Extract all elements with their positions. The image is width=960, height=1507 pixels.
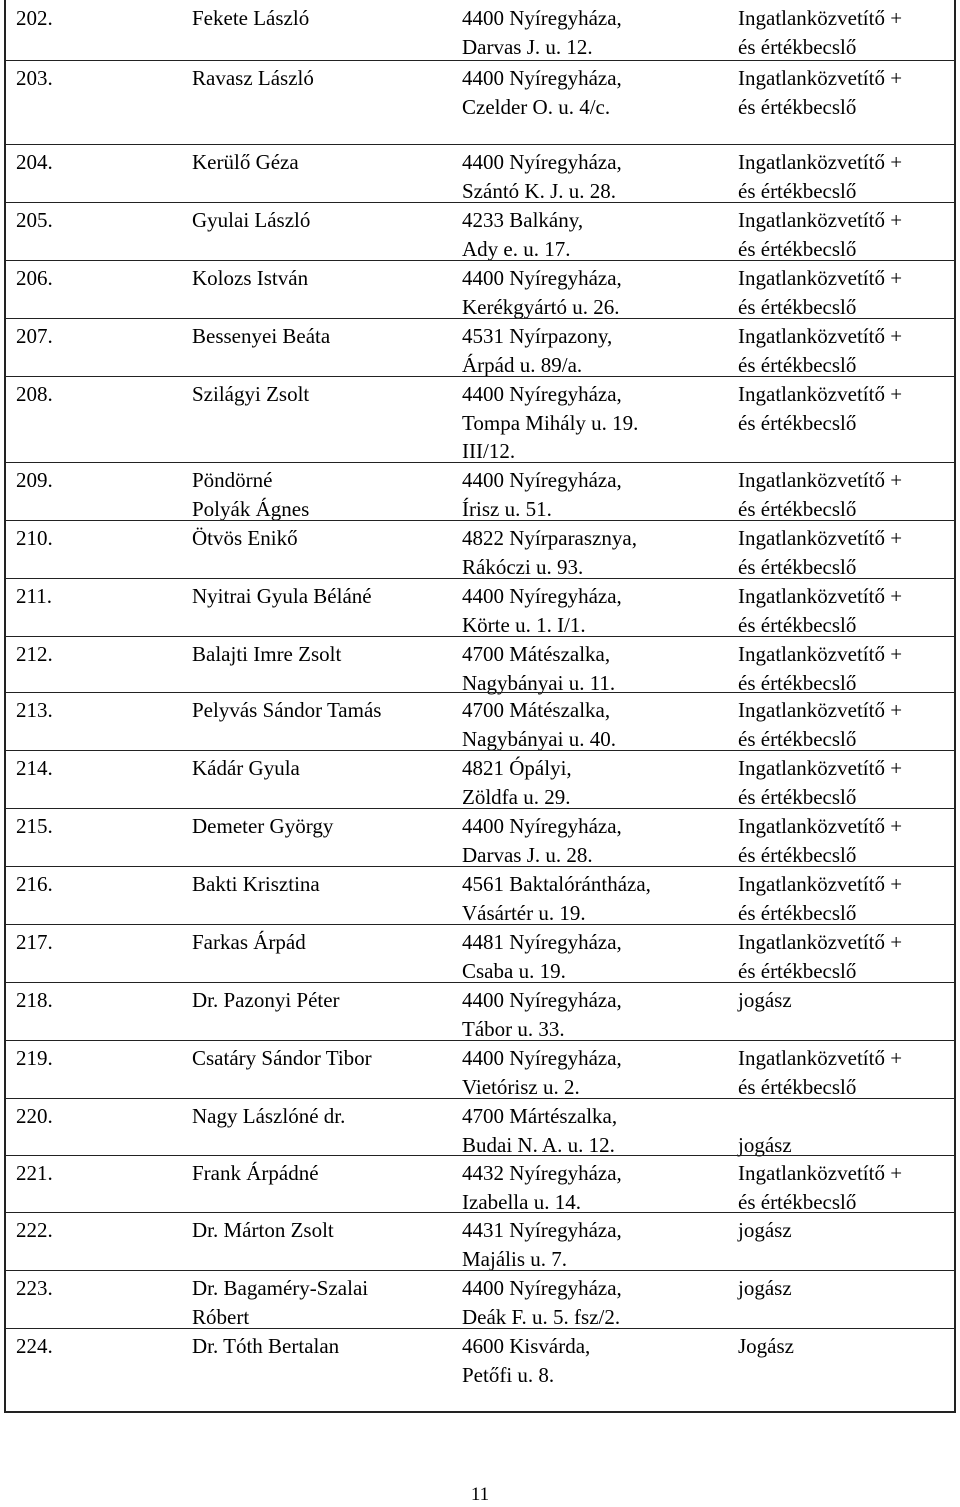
row-divider: [6, 462, 954, 463]
row-divider: [6, 202, 954, 203]
row-occupation-line: és értékbecslő: [738, 1189, 857, 1214]
row-address: [462, 322, 612, 379]
row-name-line: Dr. Tóth Bertalan: [192, 1334, 340, 1358]
row-address-line: 4821 Ópályi,: [462, 756, 572, 780]
row-name: [192, 380, 309, 409]
row-number-line: 224.: [16, 1334, 53, 1358]
row-address: [462, 640, 615, 697]
row-divider: [6, 318, 954, 319]
row-address-line: Budai N. A. u. 12.: [462, 1132, 615, 1157]
row-name: [192, 812, 333, 841]
row-occupation-line: és értékbecslő: [738, 612, 857, 637]
row-divider: [6, 808, 954, 809]
row-occupation-line: és értékbecslő: [738, 842, 857, 867]
row-number-line: 223.: [16, 1276, 53, 1300]
row-address-line: Árpád u. 89/a.: [462, 352, 583, 377]
row-address-line: Rákóczi u. 93.: [462, 554, 584, 579]
row-address-line: Írisz u. 51.: [462, 496, 552, 521]
row-occupation-line: Ingatlanközvetítő +: [738, 324, 903, 348]
row-number: [16, 1159, 53, 1188]
row-occupation-line: Ingatlanközvetítő +: [738, 468, 903, 492]
row-name: [192, 1044, 372, 1073]
row-number-line: 208.: [16, 382, 53, 406]
row-address-line: 4822 Nyírparasznya,: [462, 526, 637, 550]
row-address: [462, 582, 622, 639]
row-address-line: 4432 Nyíregyháza,: [462, 1161, 622, 1185]
row-address-line: Tompa Mihály u. 19.: [462, 410, 639, 435]
row-occupation-line: Ingatlanközvetítő +: [738, 150, 903, 174]
row-address: [462, 524, 637, 581]
row-occupation: [738, 4, 902, 61]
row-name-line: Dr. Márton Zsolt: [192, 1218, 334, 1242]
row-number: [16, 696, 53, 725]
row-occupation-line: és értékbecslő: [738, 670, 857, 695]
row-address-line: 4400 Nyíregyháza,: [462, 6, 622, 30]
row-address-line: Darvas J. u. 12.: [462, 34, 593, 59]
row-name-line: Csatáry Sándor Tibor: [192, 1046, 372, 1070]
row-occupation: [738, 582, 902, 639]
row-occupation-line: és értékbecslő: [738, 178, 857, 203]
row-address: [462, 1102, 617, 1159]
row-address: [462, 1332, 590, 1389]
row-name-line: Ravasz László: [192, 66, 314, 90]
row-occupation: [738, 1159, 902, 1216]
row-address-line: Deák F. u. 5. fsz/2.: [462, 1304, 621, 1329]
row-number-line: 218.: [16, 988, 53, 1012]
row-occupation-line: és értékbecslő: [738, 1074, 857, 1099]
row-occupation-line: jogász: [738, 988, 792, 1012]
row-address-line: 4400 Nyíregyháza,: [462, 584, 622, 608]
row-address-line: 4400 Nyíregyháza,: [462, 468, 622, 492]
row-divider: [6, 260, 954, 261]
row-occupation-line: és értékbecslő: [738, 352, 857, 377]
row-occupation: [738, 1332, 794, 1361]
row-divider: [6, 520, 954, 521]
row-divider: [6, 1098, 954, 1099]
row-name: [192, 928, 306, 957]
row-occupation-line: és értékbecslő: [738, 34, 857, 59]
row-number-line: 215.: [16, 814, 53, 838]
row-number: [16, 754, 53, 783]
row-occupation-line: Ingatlanközvetítő +: [738, 1161, 903, 1185]
row-divider: [6, 1040, 954, 1041]
row-address: [462, 986, 622, 1043]
row-occupation-line: és értékbecslő: [738, 236, 857, 261]
row-name: [192, 322, 330, 351]
row-name-line: Dr. Pazonyi Péter: [192, 988, 340, 1012]
row-number-line: 220.: [16, 1104, 53, 1128]
row-number-line: 210.: [16, 526, 53, 550]
page-number: 11: [470, 1484, 490, 1505]
row-number: [16, 1216, 53, 1245]
row-divider: [6, 376, 954, 377]
row-occupation-line: és értékbecslő: [738, 294, 857, 319]
row-occupation-line: Ingatlanközvetítő +: [738, 584, 903, 608]
row-occupation: [738, 322, 902, 379]
row-occupation-line: és értékbecslő: [738, 496, 857, 521]
row-number-line: 209.: [16, 468, 53, 492]
row-number: [16, 870, 53, 899]
row-number: [16, 4, 53, 33]
row-name-line: Szilágyi Zsolt: [192, 382, 310, 406]
row-occupation: [738, 1216, 792, 1245]
row-address-line: 4561 Baktalórántháza,: [462, 872, 651, 896]
row-occupation-line: és értékbecslő: [738, 94, 857, 119]
row-address-line: Zöldfa u. 29.: [462, 784, 571, 809]
row-address-line: Darvas J. u. 28.: [462, 842, 593, 867]
row-divider: [6, 636, 954, 637]
row-number: [16, 1102, 53, 1131]
row-name: [192, 870, 320, 899]
row-name-line: Demeter György: [192, 814, 334, 838]
row-occupation: [738, 812, 902, 869]
row-occupation: [738, 1044, 902, 1101]
row-name-line: Farkas Árpád: [192, 930, 306, 954]
row-address-line: 4400 Nyíregyháza,: [462, 266, 622, 290]
row-address: [462, 206, 583, 263]
row-name-line: Pöndörné: [192, 468, 273, 492]
row-occupation-line: Ingatlanközvetítő +: [738, 930, 903, 954]
row-occupation-line: jogász: [738, 1132, 792, 1157]
row-address-line: 4600 Kisvárda,: [462, 1334, 591, 1358]
row-number-line: 219.: [16, 1046, 53, 1070]
row-address: [462, 1274, 622, 1331]
row-address: [462, 1044, 622, 1101]
row-occupation-line: jogász: [738, 1218, 792, 1242]
row-name-line: Fekete László: [192, 6, 310, 30]
row-divider: [6, 60, 954, 61]
row-number-line: 206.: [16, 266, 53, 290]
row-occupation: [738, 524, 902, 581]
row-number-line: 222.: [16, 1218, 53, 1242]
row-occupation-line: Ingatlanközvetítő +: [738, 756, 903, 780]
row-address-line: 4481 Nyíregyháza,: [462, 930, 622, 954]
row-number-line: 214.: [16, 756, 53, 780]
row-occupation: [738, 928, 902, 985]
row-name: [192, 1332, 339, 1361]
row-occupation-line: Jogász: [738, 1334, 794, 1358]
row-occupation: [738, 380, 902, 437]
row-occupation-line: Ingatlanközvetítő +: [738, 642, 903, 666]
row-occupation-line: és értékbecslő: [738, 784, 857, 809]
row-name-line: Nyitrai Gyula Béláné: [192, 584, 372, 608]
row-number-line: 221.: [16, 1161, 53, 1185]
row-address-line: Ady e. u. 17.: [462, 236, 571, 261]
row-address: [462, 870, 651, 927]
row-name-line: Kolozs István: [192, 266, 309, 290]
row-occupation: [738, 264, 902, 321]
row-occupation-line: Ingatlanközvetítő +: [738, 6, 903, 30]
row-occupation-line: Ingatlanközvetítő +: [738, 66, 903, 90]
row-address-line: Vietórisz u. 2.: [462, 1074, 580, 1099]
row-name: [192, 696, 381, 725]
row-divider: [6, 750, 954, 751]
row-address: [462, 928, 622, 985]
row-occupation: [738, 466, 902, 523]
row-address-line: 4400 Nyíregyháza,: [462, 150, 622, 174]
row-number: [16, 148, 53, 177]
row-divider: [6, 982, 954, 983]
row-address: [462, 466, 622, 523]
row-address-line: Czelder O. u. 4/c.: [462, 94, 611, 119]
row-number-line: 207.: [16, 324, 53, 348]
row-occupation-line: [738, 1102, 792, 1131]
row-number: [16, 582, 52, 611]
row-occupation-line: és értékbecslő: [738, 726, 857, 751]
row-occupation-line: és értékbecslő: [738, 900, 857, 925]
row-divider: [6, 866, 954, 867]
row-occupation: [738, 640, 902, 697]
row-name: [192, 986, 340, 1015]
row-occupation-line: Ingatlanközvetítő +: [738, 872, 903, 896]
row-name-line: Kádár Gyula: [192, 756, 300, 780]
row-occupation-line: Ingatlanközvetítő +: [738, 208, 903, 232]
row-address: [462, 264, 622, 321]
row-address-line: Vásártér u. 19.: [462, 900, 586, 925]
row-address-line: Tábor u. 33.: [462, 1016, 565, 1041]
row-address-line: Petőfi u. 8.: [462, 1362, 555, 1387]
row-address: [462, 812, 622, 869]
row-divider: [6, 692, 954, 693]
row-occupation-line: Ingatlanközvetítő +: [738, 814, 903, 838]
row-occupation: [738, 870, 902, 927]
row-name-line: Pelyvás Sándor Tamás: [192, 698, 382, 722]
row-name: [192, 524, 298, 553]
row-number-line: 217.: [16, 930, 53, 954]
row-divider: [6, 1328, 954, 1329]
row-name-line: Polyák Ágnes: [192, 496, 310, 521]
row-address-line: Nagybányai u. 11.: [462, 670, 616, 695]
row-name: [192, 1274, 368, 1331]
row-address-line: Körte u. 1. I/1.: [462, 612, 586, 637]
row-name: [192, 640, 341, 669]
row-name-line: Bakti Krisztina: [192, 872, 320, 896]
row-name: [192, 754, 300, 783]
row-name-line: Kerülő Géza: [192, 150, 299, 174]
row-number-line: 205.: [16, 208, 53, 232]
row-number-line: 204.: [16, 150, 53, 174]
row-occupation-line: és értékbecslő: [738, 410, 857, 435]
row-address: [462, 1159, 622, 1216]
row-name-line: Balajti Imre Zsolt: [192, 642, 342, 666]
row-address: [462, 64, 622, 121]
row-address-line: Kerékgyártó u. 26.: [462, 294, 620, 319]
row-number: [16, 928, 53, 957]
row-name: [192, 64, 314, 93]
row-address-line: 4233 Balkány,: [462, 208, 584, 232]
row-number: [16, 322, 53, 351]
row-address-line: Szántó K. J. u. 28.: [462, 178, 616, 203]
row-name-line: Róbert: [192, 1304, 250, 1329]
row-address-line: 4400 Nyíregyháza,: [462, 814, 622, 838]
row-address: [462, 148, 622, 205]
row-address-line: 4400 Nyíregyháza,: [462, 988, 622, 1012]
row-name: [192, 1159, 319, 1188]
row-address-line: 4700 Mátészalka,: [462, 642, 611, 666]
row-address: [462, 754, 572, 811]
row-occupation-line: Ingatlanközvetítő +: [738, 698, 903, 722]
row-address: [462, 4, 622, 61]
row-number-line: 203.: [16, 66, 53, 90]
row-name: [192, 1102, 345, 1131]
row-occupation-line: Ingatlanközvetítő +: [738, 266, 903, 290]
row-address-line: 4700 Mártészalka,: [462, 1104, 618, 1128]
row-divider: [6, 144, 954, 145]
row-number-line: 216.: [16, 872, 53, 896]
row-address-line: Csaba u. 19.: [462, 958, 566, 983]
row-name: [192, 148, 299, 177]
row-address-line: 4400 Nyíregyháza,: [462, 382, 622, 406]
row-address: [462, 380, 638, 466]
row-number: [16, 1332, 53, 1361]
row-number: [16, 380, 53, 409]
row-address-line: Majális u. 7.: [462, 1246, 567, 1271]
row-occupation: [738, 1102, 792, 1159]
row-name-line: Ötvös Enikő: [192, 526, 298, 550]
row-occupation-line: Ingatlanközvetítő +: [738, 1046, 903, 1070]
row-address: [462, 696, 616, 753]
row-occupation: [738, 64, 902, 121]
row-divider: [6, 1270, 954, 1271]
row-number: [16, 524, 53, 553]
row-address-line: 4700 Mátészalka,: [462, 698, 611, 722]
row-name: [192, 264, 308, 293]
row-number-line: 211.: [16, 584, 52, 608]
row-number: [16, 986, 53, 1015]
row-number-line: 212.: [16, 642, 53, 666]
row-occupation: [738, 696, 902, 753]
row-number: [16, 466, 53, 495]
row-occupation-line: Ingatlanközvetítő +: [738, 382, 903, 406]
row-name-line: Gyulai László: [192, 208, 311, 232]
row-name: [192, 206, 310, 235]
row-number: [16, 812, 53, 841]
row-name: [192, 466, 309, 523]
row-address-line: 4531 Nyírpazony,: [462, 324, 613, 348]
row-divider: [6, 1155, 954, 1156]
row-address-line: 4400 Nyíregyháza,: [462, 1046, 622, 1070]
row-address-line: Izabella u. 14.: [462, 1189, 581, 1214]
row-occupation-line: jogász: [738, 1276, 792, 1300]
row-address-line: 4431 Nyíregyháza,: [462, 1218, 622, 1242]
row-number: [16, 640, 53, 669]
row-address-line: III/12.: [462, 439, 516, 463]
row-name: [192, 1216, 334, 1245]
row-number: [16, 1274, 53, 1303]
row-divider: [6, 578, 954, 579]
row-occupation: [738, 754, 902, 811]
row-name: [192, 4, 309, 33]
row-occupation-line: és értékbecslő: [738, 958, 857, 983]
row-name-line: Frank Árpádné: [192, 1161, 319, 1185]
row-address-line: Nagybányai u. 40.: [462, 726, 616, 751]
row-number-line: 202.: [16, 6, 53, 30]
row-divider: [6, 1212, 954, 1213]
row-number: [16, 206, 53, 235]
row-occupation: [738, 148, 902, 205]
row-name-line: Dr. Bagaméry-Szalai: [192, 1276, 369, 1300]
row-divider: [6, 924, 954, 925]
row-occupation-line: és értékbecslő: [738, 554, 857, 579]
row-number: [16, 64, 53, 93]
row-number: [16, 1044, 53, 1073]
row-name-line: Nagy Lászlóné dr.: [192, 1104, 346, 1128]
row-occupation-line: Ingatlanközvetítő +: [738, 526, 903, 550]
row-number-line: 213.: [16, 698, 53, 722]
row-address-line: 4400 Nyíregyháza,: [462, 66, 622, 90]
row-name: [192, 582, 372, 611]
row-occupation: [738, 1274, 792, 1303]
row-number: [16, 264, 53, 293]
row-occupation: [738, 986, 792, 1015]
row-address-line: 4400 Nyíregyháza,: [462, 1276, 622, 1300]
row-name-line: Bessenyei Beáta: [192, 324, 331, 348]
row-address: [462, 1216, 622, 1273]
row-occupation: [738, 206, 902, 263]
